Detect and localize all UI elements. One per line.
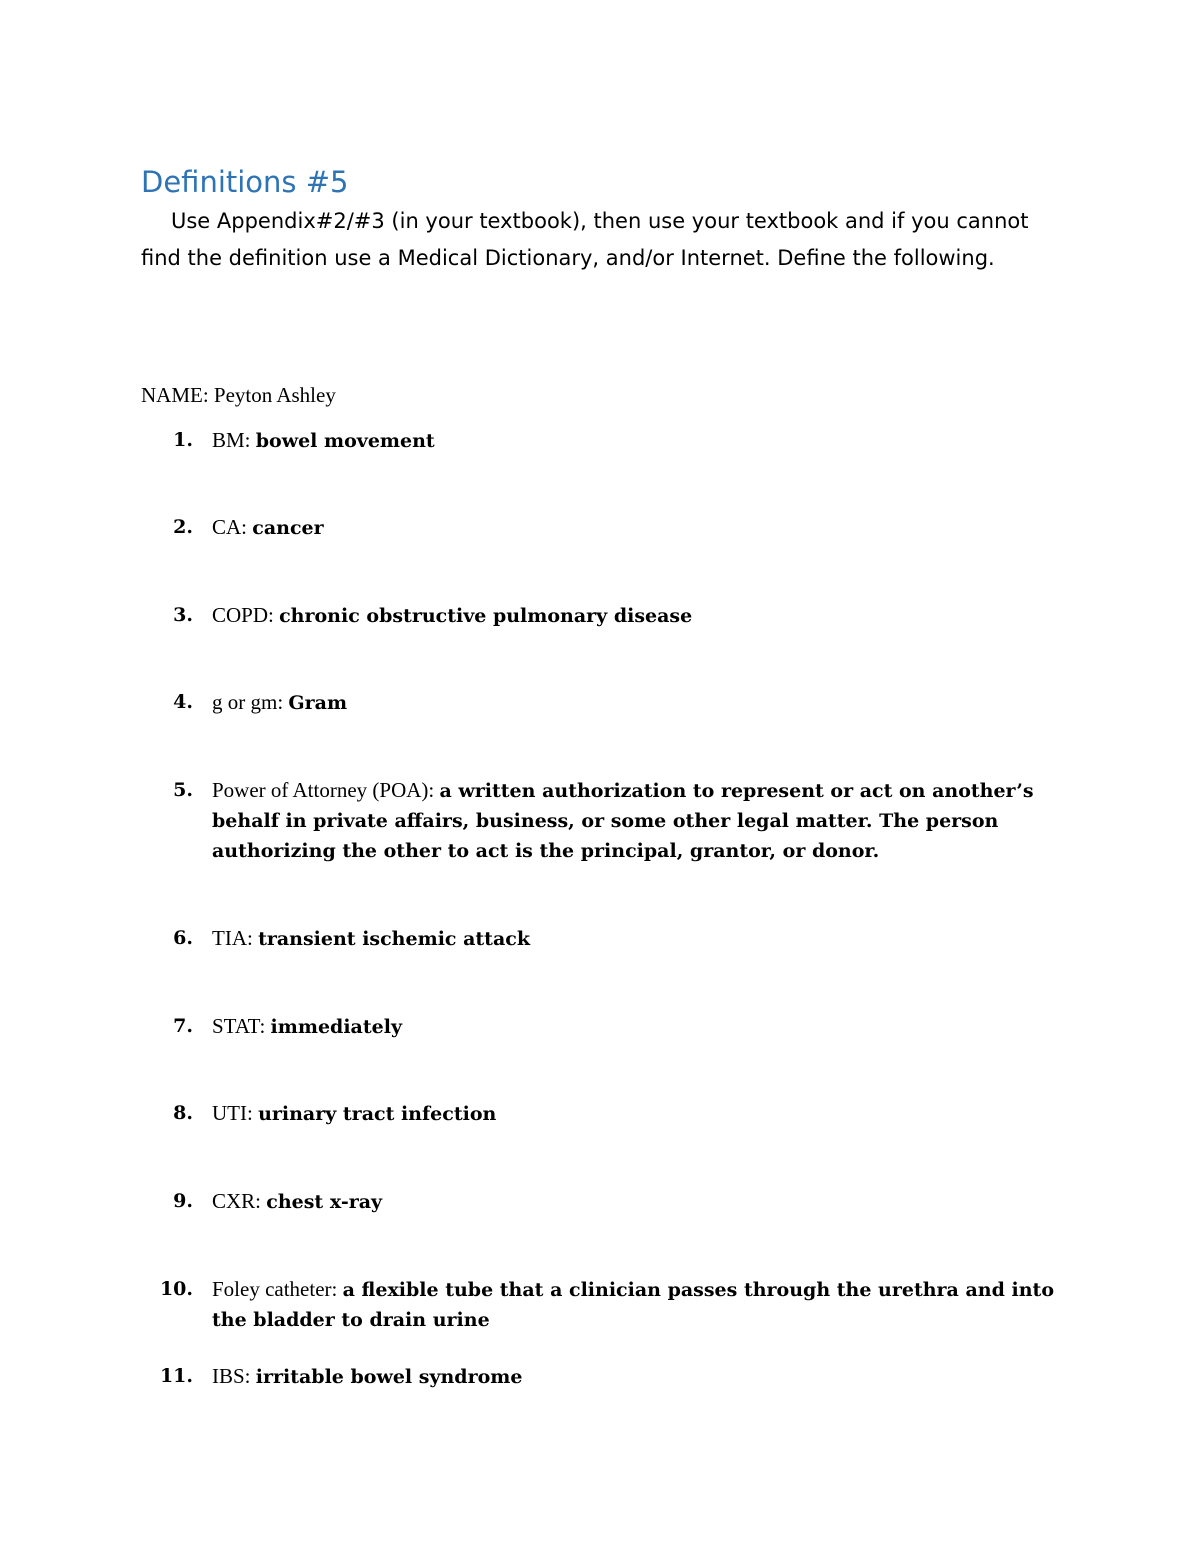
item-term: STAT: <box>212 1014 266 1038</box>
item-number: 4. <box>173 691 193 713</box>
item-definition: chest x-ray <box>266 1191 383 1213</box>
item-term: g or gm: <box>212 690 284 714</box>
item-term: COPD: <box>212 603 274 627</box>
item-text <box>212 776 1072 866</box>
item-text <box>212 1275 1072 1335</box>
item-text <box>212 1012 1072 1042</box>
item-number: 6. <box>173 927 193 949</box>
item-number: 9. <box>173 1190 193 1212</box>
item-text <box>212 1187 1072 1217</box>
item-definition: transient ischemic attack <box>258 928 530 950</box>
item-number: 3. <box>173 604 193 626</box>
item-definition: urinary tract infection <box>258 1103 497 1125</box>
item-number: 11. <box>159 1365 193 1387</box>
item-text <box>212 924 1072 954</box>
item-definition: Gram <box>288 692 348 714</box>
item-text <box>212 1362 1072 1392</box>
item-term: TIA: <box>212 926 253 950</box>
item-definition: bowel movement <box>255 430 435 452</box>
item-definition: chronic obstructive pulmonary disease <box>279 605 693 627</box>
item-definition: irritable bowel syndrome <box>255 1366 523 1388</box>
item-term: CXR: <box>212 1189 262 1213</box>
student-name-line: NAME: Peyton Ashley <box>141 383 336 407</box>
item-term: BM: <box>212 428 251 452</box>
item-text <box>212 688 1072 718</box>
item-text <box>212 513 1072 543</box>
item-number: 5. <box>173 779 193 801</box>
instructions-paragraph: Use Appendix#2/#3 (in your textbook), then use your textbook and if you cannot find the definition use a Medical Dictionary, and/or Internet. Define the following. <box>141 209 1029 270</box>
item-text <box>212 1099 1072 1129</box>
item-number: 2. <box>173 516 193 538</box>
item-number: 7. <box>173 1015 193 1037</box>
item-definition: immediately <box>270 1016 402 1038</box>
item-definition: a written authorization to represent or act on another’s behalf in private affairs, business, or some other legal matter. The person authorizing the other to act is the principal, grantor, or donor. <box>212 780 1034 862</box>
item-term: UTI: <box>212 1101 253 1125</box>
item-text <box>212 426 1072 456</box>
item-definition: cancer <box>252 517 324 539</box>
page-title: Definitions #5 <box>141 165 349 199</box>
item-definition: a flexible tube that a clinician passes through the urethra and into the bladder to drain urine <box>212 1279 1054 1331</box>
item-term: CA: <box>212 515 248 539</box>
item-text <box>212 601 1072 631</box>
item-number: 8. <box>173 1102 193 1124</box>
item-number: 10. <box>159 1278 193 1300</box>
item-term: Foley catheter: <box>212 1277 338 1301</box>
item-term: Power of Attorney (POA): <box>212 778 435 802</box>
item-number: 1. <box>173 429 193 451</box>
item-term: IBS: <box>212 1364 251 1388</box>
